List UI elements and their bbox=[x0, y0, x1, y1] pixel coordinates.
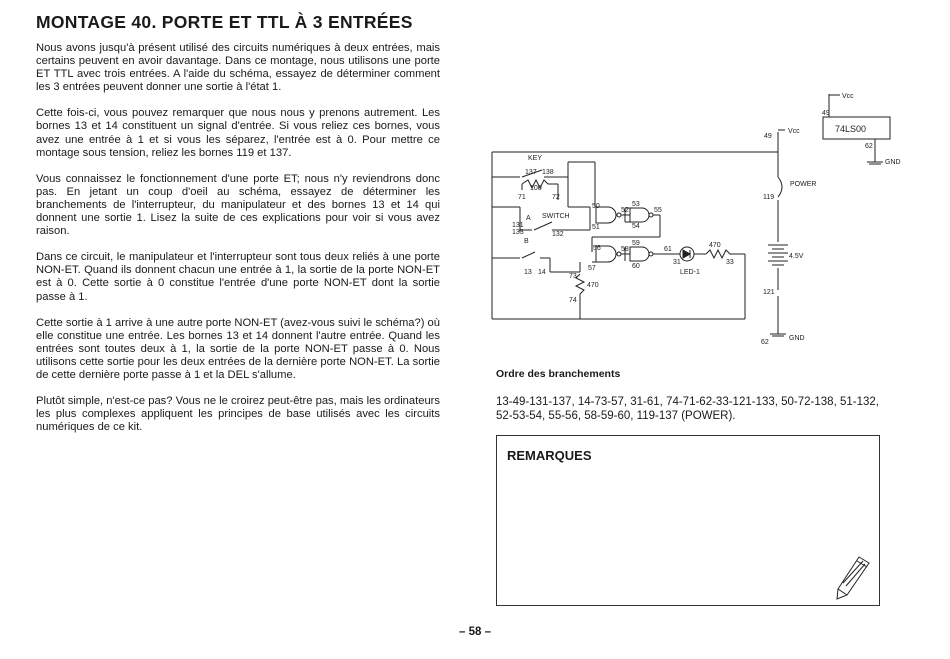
pin-label: 52 bbox=[621, 207, 629, 214]
pin-label: 33 bbox=[726, 259, 734, 266]
pin-label: 62 bbox=[865, 143, 873, 150]
pencil-icon bbox=[835, 555, 871, 601]
page-title: MONTAGE 40. PORTE ET TTL À 3 ENTRÉES bbox=[36, 12, 413, 32]
pin-label: 56 bbox=[593, 245, 601, 252]
remarks-title: REMARQUES bbox=[507, 448, 592, 463]
pin-label: 57 bbox=[588, 265, 596, 272]
page-number: – 58 – bbox=[459, 626, 491, 638]
pin-label: 74 bbox=[569, 297, 577, 304]
pin-label: 119 bbox=[763, 194, 775, 201]
paragraph: Nous avons jusqu'à présent utilisé des circuits numériques à deux entrées, mais certains peuvent en avoir davantage. Dans ce montage, nous utilisons une porte ET TTL avec trois entrées. A l'aide du schéma, essayez de déterminer comment les 3 entrées peuvent donner une sortie à l'état 1. bbox=[36, 42, 440, 94]
pin-label: 14 bbox=[538, 269, 546, 276]
pin-label: 58 bbox=[621, 246, 629, 253]
gnd-label: GND bbox=[789, 335, 805, 342]
pin-label: 50 bbox=[592, 203, 600, 210]
paragraph: Plutôt simple, n'est-ce pas? Vous ne le croirez peut-être pas, mais les ordinateurs les plus complexes appliquent les principes de base utilisés avec les circuits numériques de ce kit. bbox=[36, 395, 440, 434]
vcc-label: Vcc bbox=[788, 128, 800, 135]
switch-label: SWITCH bbox=[542, 213, 570, 220]
key-label: KEY bbox=[528, 155, 543, 162]
pin-label: 62 bbox=[761, 339, 769, 346]
pin-label: 73 bbox=[569, 273, 577, 280]
pin-label: 51 bbox=[592, 224, 600, 231]
power-label: POWER bbox=[790, 181, 817, 188]
pin-label: 49 bbox=[822, 110, 830, 117]
pin-label: 13 bbox=[524, 269, 532, 276]
pin-label: 31 bbox=[673, 259, 681, 266]
pin-label: 71 bbox=[518, 194, 526, 201]
paragraph: Dans ce circuit, le manipulateur et l'interrupteur sont tous deux reliés à une porte NON-ET. Quand ils donnent chacun une entrée à 1, la sortie de la porte NON-ET est à 0. Cette sortie à 0 constitue l'entrée d'une porte NON-ET dont la sortie passe à 1. bbox=[36, 251, 440, 303]
circuit-schematic bbox=[480, 82, 920, 347]
pin-label: 53 bbox=[632, 201, 640, 208]
pin-label: 59 bbox=[632, 240, 640, 247]
resistor-label: 470 bbox=[709, 242, 721, 249]
led-label: LED-1 bbox=[680, 269, 700, 276]
pin-label: 121 bbox=[763, 289, 775, 296]
paragraph: Cette sortie à 1 arrive à une autre porte NON-ET (avez-vous suivi le schéma?) où elle constitue une entrée. Les bornes 13 et 14 donnent l'autre entrée. Quand les entrées sont toutes deux à 1, la sortie de la porte NON-ET passe à 0. Nous utilisons cette sortie pour les deux entrées de la dernière porte NON-ET. La sortie de cette dernière porte passe à 1 et la DEL s'allume. bbox=[36, 316, 440, 381]
vcc-label: Vcc bbox=[842, 93, 854, 100]
input-a-label: A bbox=[526, 215, 531, 222]
pin-label: 137 bbox=[525, 169, 537, 176]
pin-label: 133 bbox=[512, 229, 524, 236]
paragraph: Cette fois-ci, vous pouvez remarquer que nous nous y prenons autrement. Les bornes 13 et 14 constituent un signal d'entrée. Si vous reliez ces bornes, vous avez une entrée à 1 et si vous les séparez, l'entrée est à 0. Pour mettre ce montage sous tension, reliez les bornes 119 et 137. bbox=[36, 107, 440, 159]
pin-label: 138 bbox=[542, 169, 554, 176]
pin-label: 61 bbox=[664, 246, 672, 253]
connections-text: 13-49-131-137, 14-73-57, 31-61, 74-71-62-33-121-133, 50-72-138, 51-132, 52-53-54, 55-56, 58-59-60, 119-137 (POWER). bbox=[496, 396, 879, 422]
chip-label: 74LS00 bbox=[835, 124, 867, 134]
resistor-label: 470 bbox=[587, 282, 599, 289]
battery-label: 4.5V bbox=[789, 253, 804, 260]
pin-label: 60 bbox=[632, 263, 640, 270]
explanation-text bbox=[36, 42, 440, 447]
resistor-label: 100 bbox=[530, 185, 542, 192]
pin-label: 72 bbox=[552, 194, 560, 201]
input-b-label: B bbox=[524, 238, 529, 245]
pin-label: 55 bbox=[654, 207, 662, 214]
remarks-box bbox=[496, 435, 880, 606]
pin-label: 132 bbox=[552, 231, 564, 238]
pin-label: 54 bbox=[632, 223, 640, 230]
gnd-label: GND bbox=[885, 159, 901, 166]
pin-label: 49 bbox=[764, 133, 772, 140]
pin-label: 131 bbox=[512, 222, 524, 229]
paragraph: Vous connaissez le fonctionnement d'une porte ET; nous n'y reviendrons donc pas. En jetant un coup d'oeil au schéma, essayez de déterminer les branchements de l'interrupteur, du manipulateur et des bornes 13 et 14 qui donnent une sortie 1. Lisez la suite de ces explications pour voir si vous avez raison. bbox=[36, 172, 440, 238]
connections-title: Ordre des branchements bbox=[496, 368, 621, 380]
